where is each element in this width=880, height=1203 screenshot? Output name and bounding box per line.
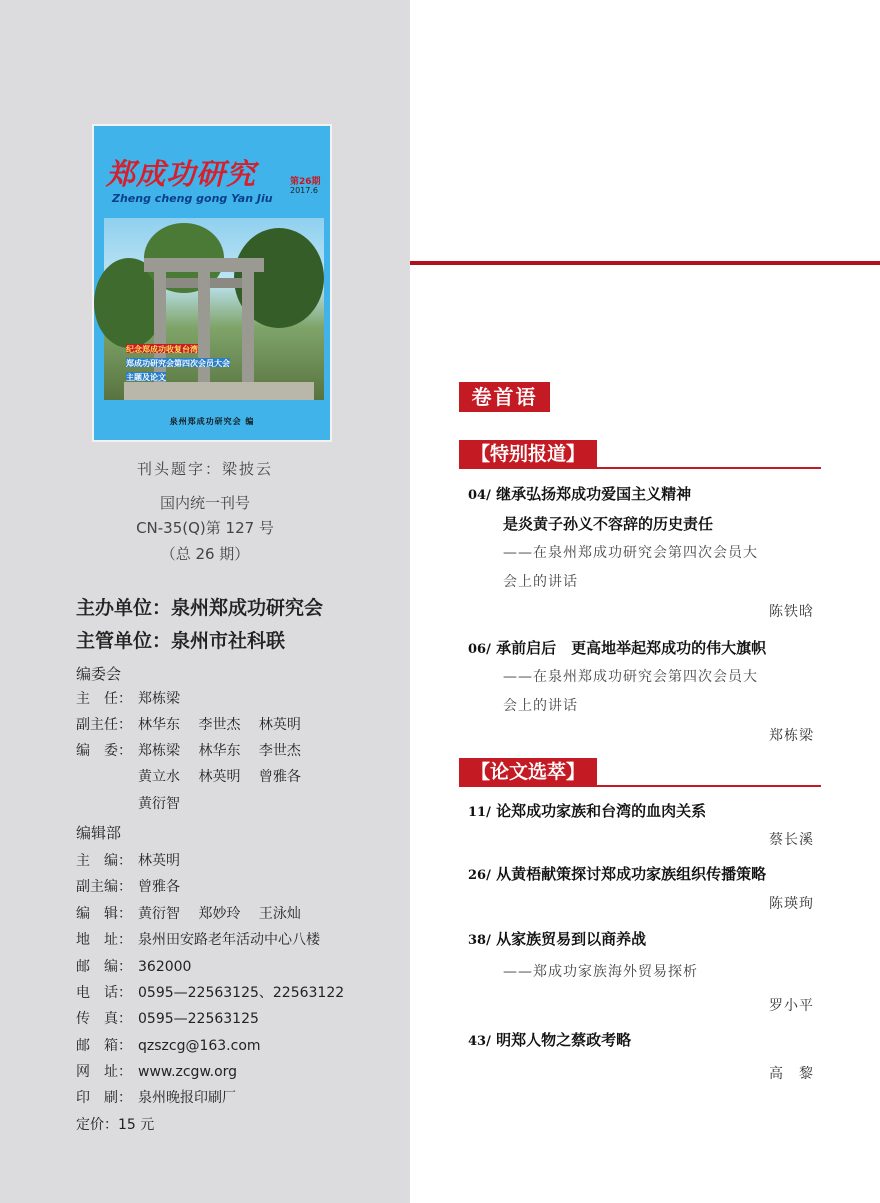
supervisor-organization: 主管单位：泉州市社科联 [76,630,286,652]
toc-item-6-author: 高 黎 [769,1066,814,1082]
toc-item-6[interactable]: 43/ 明郑人物之蔡政考略 [468,1031,632,1049]
host-organization: 主办单位：泉州郑成功研究会 [76,597,324,619]
dept-title: 编辑部 [76,824,122,842]
deputy-chief-label: 副主编： [76,879,132,895]
fax-row [76,1008,259,1028]
cover-banner-2: 郑成功研究会第四次会员大会 [126,359,230,368]
masthead-calligraphy: 刊头题字：梁披云 [136,460,273,478]
email-label: 邮 箱： [76,1038,132,1054]
chief-row [76,850,180,870]
members-row-2 [76,766,301,786]
deputy-value: 林华东 李世杰 林英明 [138,717,301,733]
committee-title: 编委会 [76,665,122,683]
postcode-value: 362000 [138,959,192,975]
members-value: 黄衍智 [138,796,180,812]
price-value: 15 元 [118,1117,155,1133]
price-label: 定价： [76,1117,118,1133]
email-value[interactable]: qzszcg@163.com [138,1038,261,1054]
cover-banner-3: 主题及论文 [126,373,166,382]
header-divider [410,261,880,265]
total-issue: （总 26 期） [160,545,250,563]
serial-number: CN-35(Q)第 127 号 [136,519,274,537]
chief-label: 主 编： [76,853,132,869]
archway-steps [124,382,314,400]
toc-item-2-author: 郑栋梁 [769,728,814,744]
fax-value: 0595—22563125 [138,1011,259,1027]
price-row [76,1114,154,1134]
toc-item-1-title2: 是炎黄子孙义不容辞的历史责任 [503,515,714,533]
print-value: 泉州晚报印刷厂 [138,1090,236,1106]
toc-item-3-author: 蔡长溪 [769,832,814,848]
section-selected-papers: 【论文选萃】 [459,758,597,787]
members-value: 郑栋梁 林华东 李世杰 [138,743,301,759]
members-label: 编 委： [76,743,132,759]
director-value: 郑栋梁 [138,691,180,707]
cover-title: 郑成功研究 [106,157,257,191]
editors-value: 黄衍智 郑妙玲 王泳灿 [138,906,301,922]
director-label: 主 任： [76,691,132,707]
postcode-row [76,956,191,976]
editors-row [76,903,301,923]
deputy-chief-row [76,876,180,896]
cover-publisher: 泉州郑成功研究会 编 [169,417,255,426]
web-value[interactable]: www.zcgw.org [138,1064,238,1080]
toc-item-5[interactable]: 38/ 从家族贸易到以商养战 [468,930,647,948]
toc-item-2-desc: ——在泉州郑成功研究会第四次会员大 [503,669,758,685]
cover-date: 2017.6 [290,186,318,195]
deputy-row [76,714,301,734]
address-label: 地 址： [76,932,132,948]
toc-item-1-desc: ——在泉州郑成功研究会第四次会员大 [503,545,758,561]
preface-tag[interactable]: 卷首语 [459,382,550,412]
toc-item-5-author: 罗小平 [769,998,814,1014]
serial-label: 国内统一刊号 [159,494,250,512]
fax-label: 传 真： [76,1011,132,1027]
cover-issue: 第26期 [290,177,321,187]
chief-value: 林英明 [138,853,180,869]
phone-row [76,982,344,1002]
members-row-3 [76,793,180,813]
web-label: 网 址： [76,1064,132,1080]
toc-item-1-author: 陈铁晗 [769,604,814,620]
cover-banner-1: 纪念郑成功收复台湾 [126,345,198,354]
phone-value: 0595—22563125、22563122 [138,985,345,1001]
web-row [76,1061,237,1081]
address-value: 泉州田安路老年活动中心八楼 [138,932,320,948]
archway-pillar [242,272,254,382]
editors-label: 编 辑： [76,906,132,922]
phone-label: 电 话： [76,985,132,1001]
toc-item-1[interactable]: 04/ 继承弘扬郑成功爱国主义精神 [468,485,692,503]
toc-item-4-author: 陈瑛珣 [769,896,814,912]
print-row [76,1087,236,1107]
email-row [76,1035,261,1055]
toc-item-5-desc: ——郑成功家族海外贸易探析 [503,964,698,980]
print-label: 印 刷： [76,1090,132,1106]
address-row [76,929,320,949]
toc-item-3[interactable]: 11/ 论郑成功家族和台湾的血肉关系 [468,802,707,820]
section-underline [459,467,821,469]
archway-roof [144,258,264,272]
toc-item-1-desc: 会上的讲话 [503,574,578,590]
left-column [0,0,410,1203]
toc-item-2-desc: 会上的讲话 [503,698,578,714]
postcode-label: 邮 编： [76,959,132,975]
deputy-chief-value: 曾雅各 [138,879,180,895]
deputy-label: 副主任： [76,717,132,733]
cover-subtitle: Zheng cheng gong Yan Jiu [112,192,273,205]
members-row [76,740,301,760]
toc-item-2[interactable]: 06/ 承前启后 更高地举起郑成功的伟大旗帜 [468,639,767,657]
cover-photo-archway [104,218,324,400]
members-value: 黄立水 林英明 曾雅各 [138,769,301,785]
section-special-report: 【特别报道】 [459,440,597,469]
cover-image [92,124,332,442]
director-row [76,688,180,708]
toc-item-4[interactable]: 26/ 从黄梧献策探讨郑成功家族组织传播策略 [468,865,767,883]
section-underline [459,785,821,787]
